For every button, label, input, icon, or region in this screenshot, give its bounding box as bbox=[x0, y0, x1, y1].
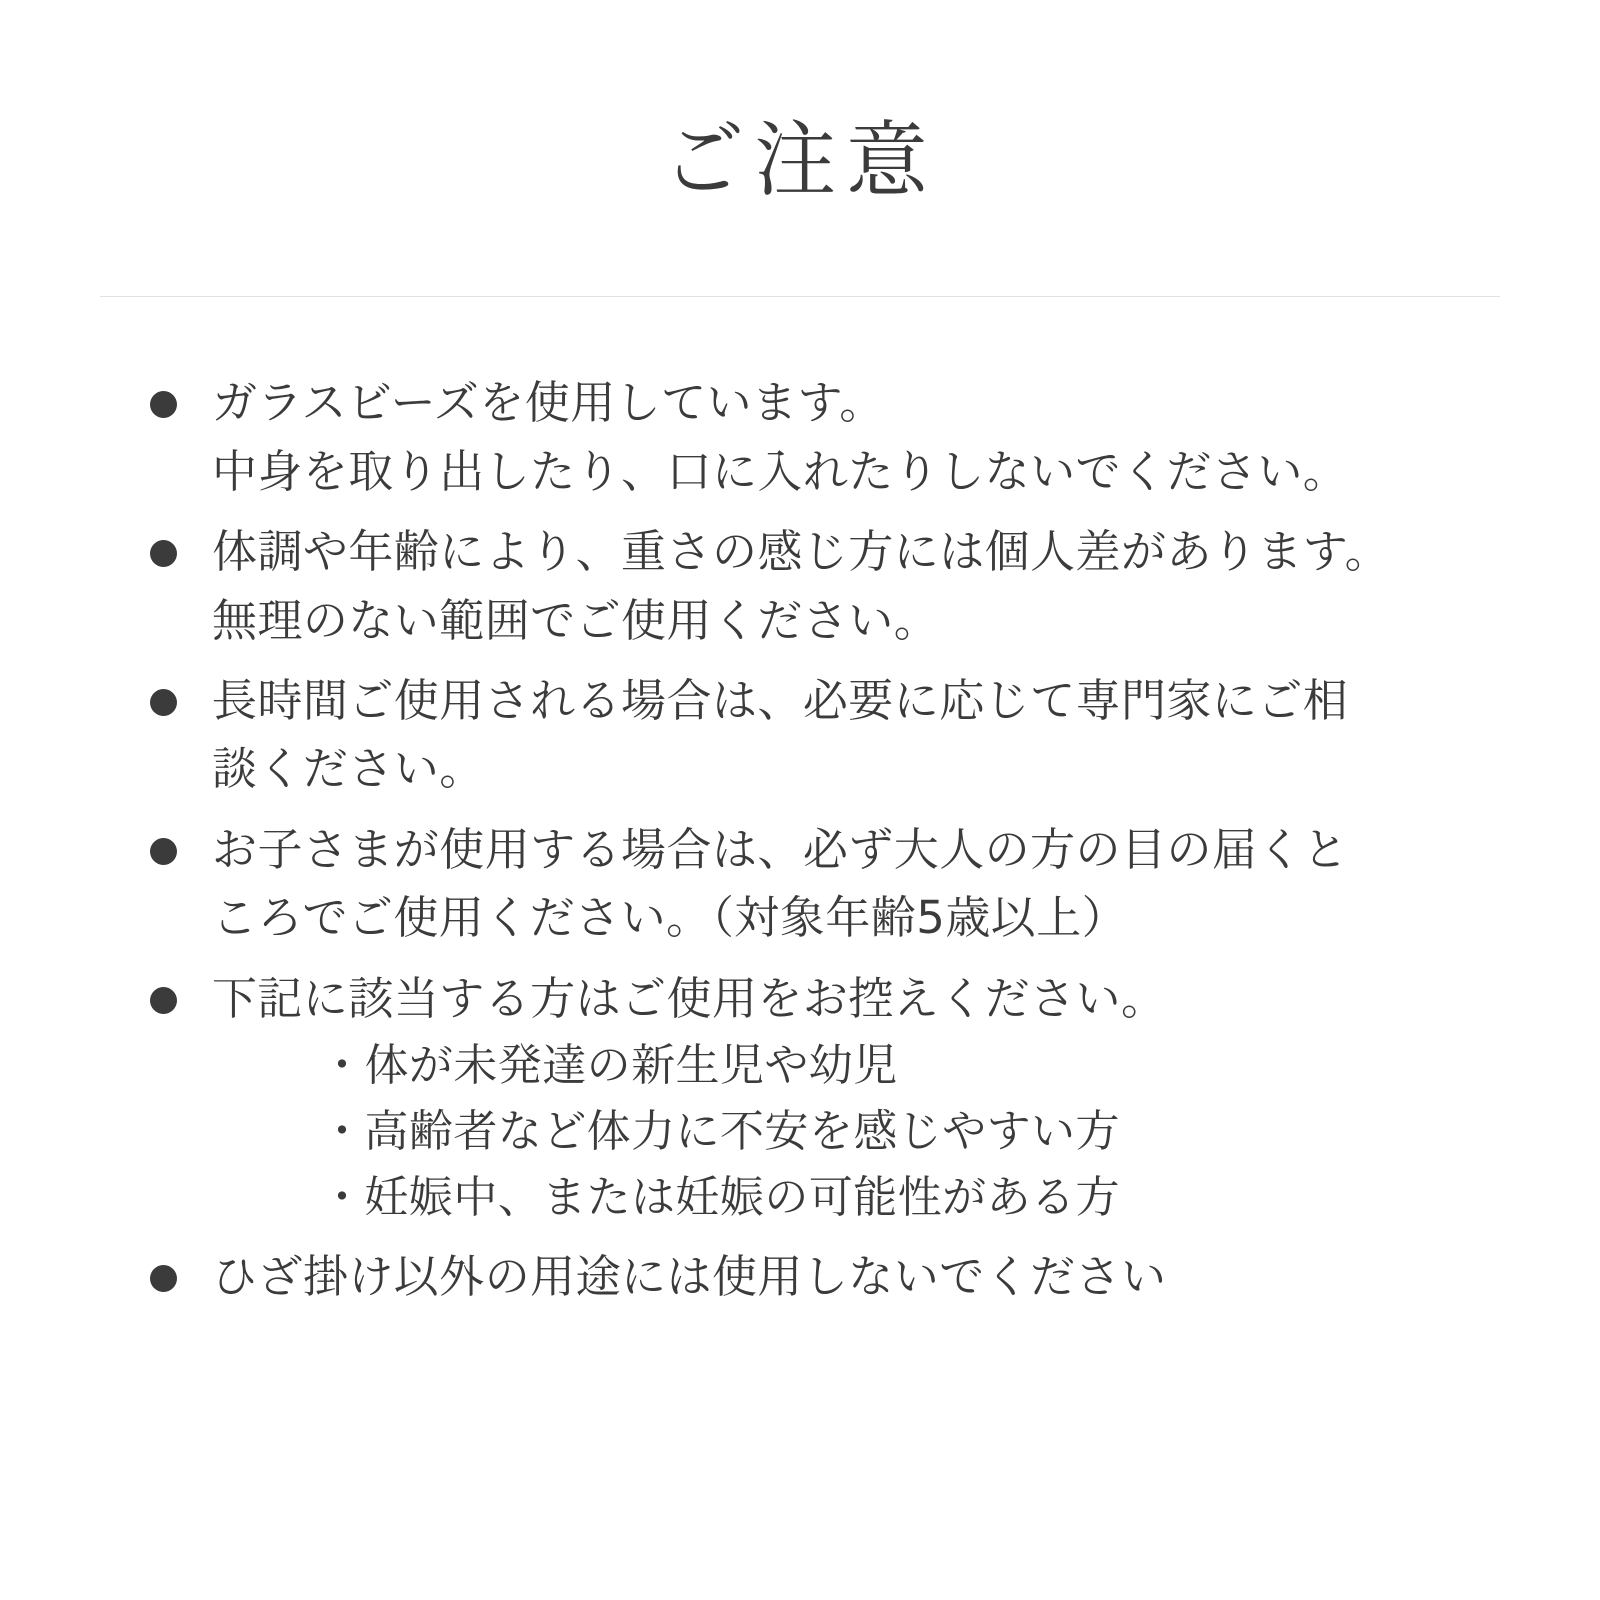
sub-list-item: ・高齢者など体力に不安を感じやすい方 bbox=[320, 1105, 1120, 1157]
bullet-icon bbox=[150, 1265, 177, 1292]
list-item-text bbox=[150, 369, 1600, 506]
list-item bbox=[150, 816, 1600, 953]
list-item-line: ころでご使用ください。（対象年齢5歳以上） bbox=[212, 891, 1128, 945]
list-item-line: 下記に該当する方はご使用をお控えください。 bbox=[212, 971, 1167, 1025]
list-item-line: ガラスビーズを使用しています。 bbox=[212, 376, 885, 430]
page-title: ご注意 bbox=[662, 113, 938, 208]
list-item-line: お子さまが使用する場合は、必ず大人の方の目の届くと bbox=[212, 822, 1349, 876]
list-item bbox=[150, 369, 1600, 506]
sub-list-item: ・体が未発達の新生児や幼児 bbox=[320, 1039, 898, 1091]
bullet-icon bbox=[150, 838, 177, 865]
bullet-icon bbox=[150, 987, 177, 1014]
list-item bbox=[150, 965, 1600, 1231]
list-item-line: 談ください。 bbox=[212, 742, 485, 796]
list-item-text bbox=[150, 518, 1600, 655]
list-item-line: 中身を取り出したり、口に入れたりしないでください。 bbox=[212, 444, 1349, 498]
sub-list-item: ・妊娠中、または妊娠の可能性がある方 bbox=[320, 1171, 1120, 1223]
list-item bbox=[150, 518, 1600, 655]
bullet-icon bbox=[150, 689, 177, 716]
list-item bbox=[150, 1243, 1600, 1311]
title-divider bbox=[100, 296, 1500, 297]
list-item-line: 長時間ご使用される場合は、必要に応じて専門家にご相 bbox=[212, 673, 1349, 727]
list-item-text bbox=[150, 965, 1600, 1231]
notice-list bbox=[0, 369, 1600, 1311]
bullet-icon bbox=[150, 540, 177, 567]
list-item-text bbox=[150, 667, 1600, 804]
list-item-text bbox=[150, 1243, 1600, 1311]
list-item-line: 無理のない範囲でご使用ください。 bbox=[212, 593, 940, 647]
list-item-text bbox=[150, 816, 1600, 953]
list-item-line: 体調や年齢により、重さの感じ方には個人差があります。 bbox=[212, 525, 1391, 579]
list-item-line: ひざ掛け以外の用途には使用しないでください bbox=[212, 1249, 1167, 1303]
list-item bbox=[150, 667, 1600, 804]
